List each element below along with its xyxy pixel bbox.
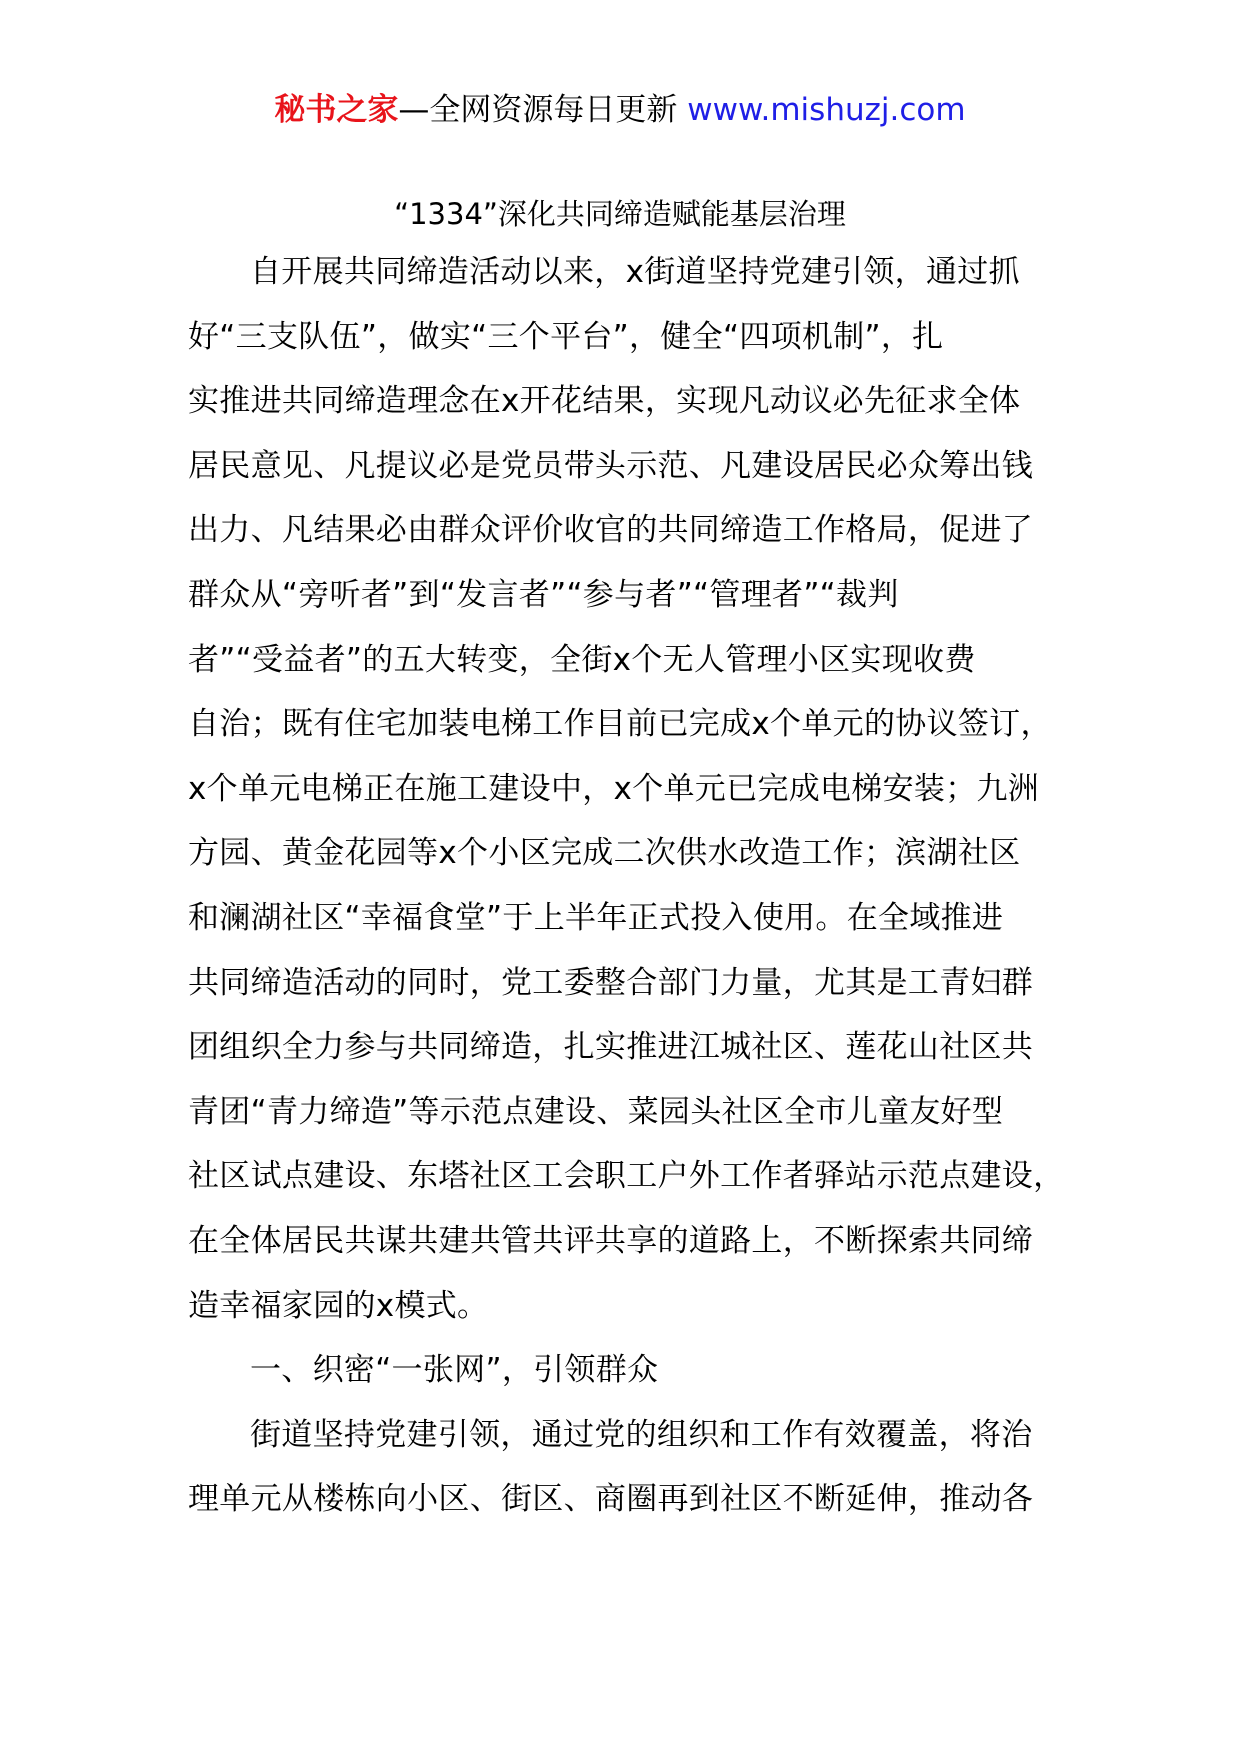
paragraph-1-line: 自治；既有住宅加装电梯工作目前已完成x个单元的协议签订， bbox=[188, 706, 1052, 743]
paragraph-1-line: 方园、黄金花园等x个小区完成二次供水改造工作；滨湖社区 bbox=[188, 835, 1021, 872]
paragraph-1-line: 社区试点建设、东塔社区工会职工户外工作者驿站示范点建设， bbox=[188, 1158, 1065, 1195]
paragraph-1-line: 出力、凡结果必由群众评价收官的共同缔造工作格局，促进了 bbox=[188, 512, 1034, 549]
paragraph-1-line: 居民意见、凡提议必是党员带头示范、凡建设居民必众筹出钱 bbox=[188, 447, 1034, 484]
site-tagline: —全网资源每日更新 bbox=[398, 92, 678, 128]
site-header bbox=[0, 88, 1240, 132]
paragraph-1-line: x个单元电梯正在施工建设中，x个单元已完成电梯安装；九洲 bbox=[188, 770, 1040, 807]
section-heading-1: 一、织密“一张网”，引领群众 bbox=[250, 1352, 659, 1389]
paragraph-1-line: 实推进共同缔造理念在x开花结果，实现凡动议必先征求全体 bbox=[188, 383, 1021, 420]
paragraph-1-line: 者”“受益者”的五大转变，全街x个无人管理小区实现收费 bbox=[188, 641, 976, 678]
paragraph-1-line: 和澜湖社区“幸福食堂”于上半年正式投入使用。在全域推进 bbox=[188, 899, 1004, 936]
paragraph-1-line: 好“三支队伍”，做实“三个平台”，健全“四项机制”，扎 bbox=[188, 318, 944, 355]
paragraph-1-line: 群众从“旁听者”到“发言者”“参与者”“管理者”“裁判 bbox=[188, 576, 899, 613]
document-body bbox=[188, 240, 1065, 1532]
paragraph-2-line: 街道坚持党建引领，通过党的组织和工作有效覆盖，将治 bbox=[250, 1416, 1033, 1453]
paragraph-2-line: 理单元从楼栋向小区、街区、商圈再到社区不断延伸，推动各 bbox=[188, 1481, 1034, 1518]
paragraph-1-line: 在全体居民共谋共建共管共评共享的道路上，不断探索共同缔 bbox=[188, 1222, 1034, 1259]
paragraph-1-line: 自开展共同缔造活动以来，x街道坚持党建引领，通过抓 bbox=[250, 254, 1020, 290]
site-url-link[interactable]: www.mishuzj.com bbox=[687, 92, 966, 128]
paragraph-1-line: 团组织全力参与共同缔造，扎实推进江城社区、莲花山社区共 bbox=[188, 1029, 1034, 1066]
document-title: “1334”深化共同缔造赋能基层治理 bbox=[394, 197, 846, 231]
site-brand: 秘书之家 bbox=[274, 92, 399, 128]
paragraph-1-line: 青团“青力缔造”等示范点建设、菜园头社区全市儿童友好型 bbox=[188, 1093, 1004, 1130]
paragraph-1-line: 造幸福家园的x模式。 bbox=[188, 1287, 489, 1324]
paragraph-1-line: 共同缔造活动的同时，党工委整合部门力量，尤其是工青妇群 bbox=[188, 964, 1034, 1001]
